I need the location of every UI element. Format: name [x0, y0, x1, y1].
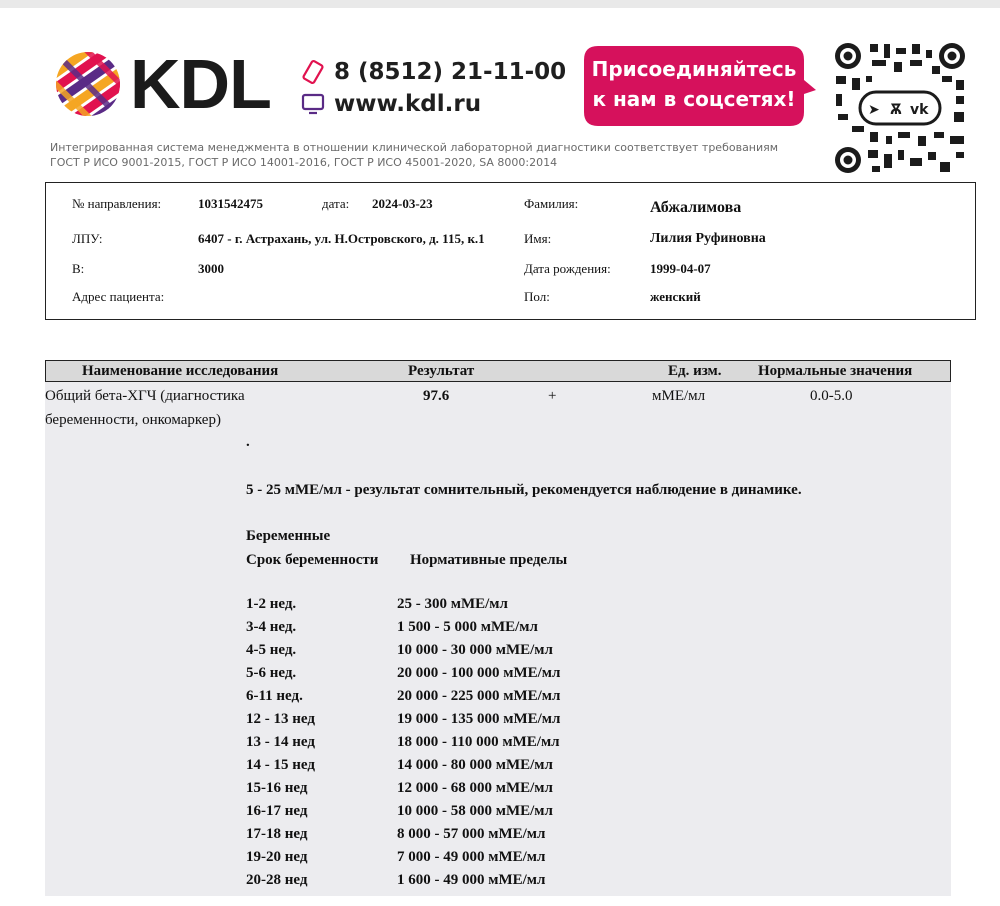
phone-number: 8 (8512) 21-11-00 — [334, 59, 567, 85]
kdl-logo — [50, 45, 280, 123]
pregnancy-term: 15-16 нед — [246, 780, 308, 796]
dob-label: Дата рождения: — [524, 261, 611, 276]
surname-label: Фамилия: — [524, 196, 579, 211]
results-body — [45, 382, 951, 896]
referral-date: 2024-03-23 — [372, 196, 433, 211]
v-value: 3000 — [198, 261, 224, 276]
contact-block — [300, 56, 566, 120]
pregnancy-range: 19 000 - 135 000 мМЕ/мл — [397, 711, 561, 727]
pregnancy-range: 10 000 - 58 000 мМЕ/мл — [397, 803, 553, 819]
pregnancy-term: 12 - 13 нед — [246, 711, 315, 727]
logo-text: KDL — [130, 45, 271, 123]
svg-text:➤: ➤ — [868, 102, 880, 118]
pregnancy-term: 1-2 нед. — [246, 596, 297, 612]
pregnancy-term: 5-6 нед. — [246, 665, 297, 681]
test-name-line2: беременности, онкомаркер) — [45, 412, 221, 428]
patient-dob: 1999-04-07 — [650, 261, 711, 276]
patient-sex: женский — [650, 289, 701, 304]
svg-text:vk: vk — [910, 102, 929, 118]
result-value: 97.6 — [423, 388, 450, 404]
pregnancy-range: 12 000 - 68 000 мМЕ/мл — [397, 780, 553, 796]
svg-text:Ѫ: Ѫ — [890, 102, 902, 118]
patient-name: Лилия Руфиновна — [650, 231, 766, 246]
pregnancy-range: 20 000 - 100 000 мМЕ/мл — [397, 665, 561, 681]
name-label: Имя: — [524, 231, 552, 246]
pregnancy-range: 20 000 - 225 000 мМЕ/мл — [397, 688, 561, 704]
pregnancy-term: 4-5 нед. — [246, 642, 297, 658]
social-promo-line1: Присоединяйтесь — [591, 57, 797, 81]
social-promo-banner[interactable] — [584, 46, 816, 126]
social-promo-line2: к нам в соцсетях! — [592, 87, 796, 111]
lpu-value: 6407 - г. Астрахань, ул. Н.Островского, д. 115, к.1 — [198, 231, 485, 246]
header-norm: Нормальные значения — [758, 363, 913, 379]
pregnancy-range: 1 600 - 49 000 мМЕ/мл — [397, 872, 546, 888]
result-norm: 0.0-5.0 — [810, 388, 853, 404]
pregnancy-range: 14 000 - 80 000 мМЕ/мл — [397, 757, 553, 773]
header-unit: Ед. изм. — [668, 363, 722, 379]
referral-label: № направления: — [72, 196, 162, 211]
pregnancy-range: 1 500 - 5 000 мМЕ/мл — [397, 619, 538, 635]
phone-icon — [300, 59, 326, 85]
website-link: www.kdl.ru — [334, 91, 482, 117]
v-label: В: — [72, 261, 85, 276]
pregnancy-range: 25 - 300 мМЕ/мл — [397, 596, 508, 612]
sex-label: Пол: — [524, 289, 550, 304]
pregnancy-range: 8 000 - 57 000 мМЕ/мл — [397, 826, 546, 842]
patient-surname: Абжалимова — [650, 199, 742, 216]
pregnancy-term: 13 - 14 нед — [246, 734, 315, 750]
pregnancy-table-head-limits: Нормативные пределы — [410, 552, 568, 568]
result-flag: + — [548, 388, 557, 404]
qr-code-icon[interactable] — [832, 40, 968, 176]
cert-line-2: ГОСТ Р ИСО 9001-2015, ГОСТ Р ИСО 14001-2016, ГОСТ Р ИСО 45001-2020, SA 8000:2014 — [50, 156, 558, 169]
pregnancy-term: 17-18 нед — [246, 826, 308, 842]
test-name-line1: Общий бета-ХГЧ (диагностика — [45, 388, 245, 404]
pregnancy-table-head-term: Срок беременности — [246, 552, 379, 568]
referral-number: 1031542475 — [198, 196, 263, 211]
pregnancy-term: 16-17 нед — [246, 803, 308, 819]
results-header-row — [45, 360, 951, 382]
address-label: Адрес пациента: — [72, 289, 165, 304]
cert-line-1: Интегрированная система менеджмента в отношении клинической лабораторной диагностики соответствует требованиям — [50, 141, 779, 154]
pregnancy-term: 20-28 нед — [246, 872, 308, 888]
pregnancy-range: 18 000 - 110 000 мМЕ/мл — [397, 734, 560, 750]
social-promo-text — [584, 54, 804, 114]
top-bar — [0, 0, 1000, 8]
date-label: дата: — [322, 196, 350, 211]
result-unit: мМЕ/мл — [652, 388, 706, 404]
logo-emblem-icon — [50, 48, 128, 120]
pregnancy-term: 19-20 нед — [246, 849, 308, 865]
monitor-icon — [300, 91, 326, 117]
certification-text — [50, 140, 830, 170]
phone-row[interactable] — [300, 56, 566, 88]
pregnancy-term: 6-11 нед. — [246, 688, 303, 704]
pregnancy-term: 3-4 нед. — [246, 619, 297, 635]
website-row[interactable] — [300, 88, 566, 120]
header-test-name: Наименование исследования — [82, 363, 279, 379]
pregnancy-range: 10 000 - 30 000 мМЕ/мл — [397, 642, 553, 658]
header-result: Результат — [408, 363, 475, 379]
patient-info-box — [45, 182, 976, 320]
pregnancy-range: 7 000 - 49 000 мМЕ/мл — [397, 849, 546, 865]
pregnancy-term: 14 - 15 нед — [246, 757, 315, 773]
doubtful-note: 5 - 25 мМЕ/мл - результат сомнительный, рекомендуется наблюдение в динамике. — [246, 482, 802, 498]
pregnant-title: Беременные — [246, 528, 331, 544]
comment-dot: . — [246, 434, 250, 450]
lpu-label: ЛПУ: — [72, 231, 103, 246]
